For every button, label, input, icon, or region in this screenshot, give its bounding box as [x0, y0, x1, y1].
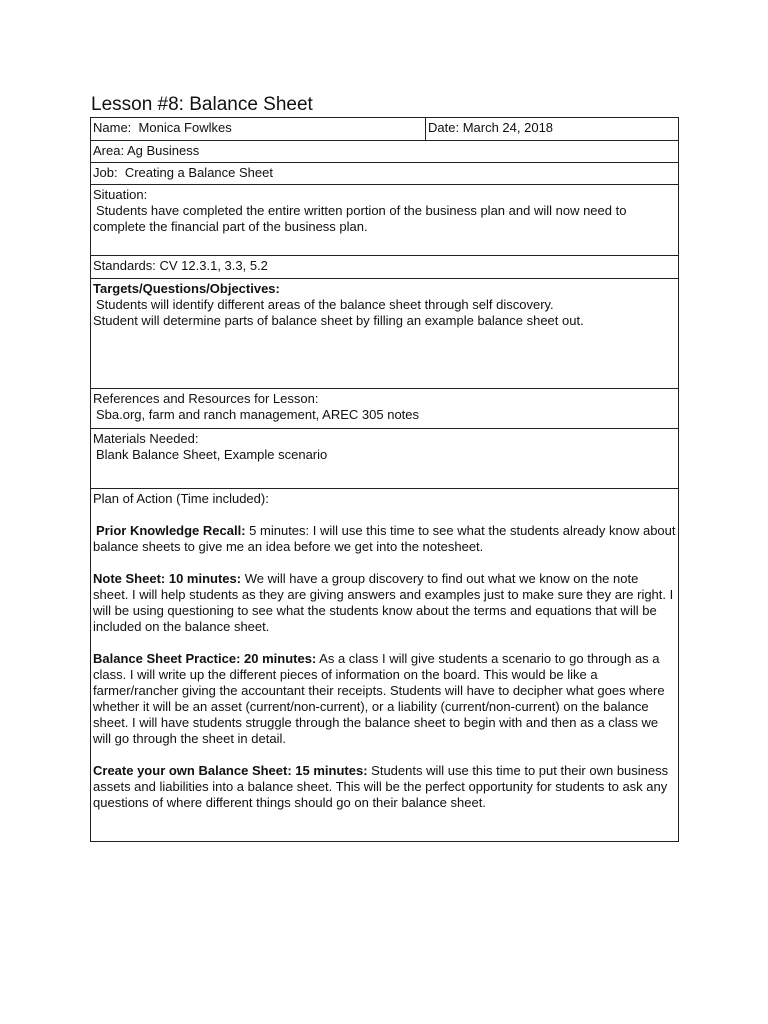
job-value: Creating a Balance Sheet	[124, 165, 273, 180]
plan-section-text: 5 minutes: I will use this time to see what the students already know about balance sheets to give me an idea before we get into the notesheet.	[93, 523, 676, 554]
plan-section-text: We will have a group discovery to find out what we know on the note sheet. I will help students as they are giving answers and examples just to make sure they are right. I will be using questioning to see what the students know about the terms and equations that will be included on the balance sheet.	[93, 571, 674, 634]
plan-section-heading: Prior Knowledge Recall:	[96, 523, 246, 538]
job-cell	[91, 163, 679, 185]
standards-cell	[91, 256, 679, 279]
lesson-plan-table	[90, 117, 679, 842]
plan-section-note-sheet	[93, 571, 676, 635]
materials-label: Materials Needed:	[93, 431, 199, 446]
materials-text: Blank Balance Sheet, Example scenario	[96, 447, 328, 462]
job-label: Job:	[93, 165, 118, 180]
targets-line-1: Students will identify different areas of the balance sheet through self discovery.	[96, 297, 554, 312]
name-label: Name:	[93, 120, 132, 135]
plan-label: Plan of Action (Time included):	[93, 491, 269, 506]
plan-section-text: As a class I will give students a scenario to go through as a class. I will write up the different pieces of information on the board. This would be like a farmer/rancher giving the accountant their receipts. Students will have to decipher what goes where whether it will be an asset (current/non-current), or a liability (current/non-current) on the balance sheet. I will have students struggle through the balance sheet to begin with and then as a class we will go through the sheet in detail.	[93, 651, 665, 746]
plan-section-prior-knowledge	[93, 523, 676, 555]
standards-row	[91, 256, 679, 279]
plan-section-heading: Note Sheet: 10 minutes:	[93, 571, 242, 586]
area-row	[91, 141, 679, 163]
plan-section-balance-sheet-practice	[93, 651, 676, 747]
name-value: Monica Fowlkes	[138, 120, 232, 135]
materials-row	[91, 429, 679, 489]
targets-row	[91, 279, 679, 389]
standards-value: CV 12.3.1, 3.3, 5.2	[159, 258, 268, 273]
plan-section-text: Students will use this time to put their own business assets and liabilities into a balance sheet. This will be the perfect opportunity for students to ask any questions of where different things should go on their balance sheet.	[93, 763, 669, 810]
situation-cell	[91, 185, 679, 256]
job-row	[91, 163, 679, 185]
area-value: Ag Business	[126, 143, 200, 158]
date-value: March 24, 2018	[462, 120, 554, 135]
plan-row	[91, 489, 679, 842]
standards-label: Standards:	[93, 258, 156, 273]
references-text: Sba.org, farm and ranch management, AREC 305 notes	[96, 407, 420, 422]
plan-cell	[91, 489, 679, 842]
situation-label: Situation:	[93, 187, 148, 202]
date-label: Date:	[428, 120, 460, 135]
date-cell	[426, 118, 679, 141]
targets-line-2: Student will determine parts of balance sheet by filling an example balance sheet out.	[93, 313, 584, 328]
plan-section-heading: Create your own Balance Sheet: 15 minutes:	[93, 763, 368, 778]
name-row	[91, 118, 679, 141]
situation-text: Students have completed the entire written portion of the business plan and will now need to complete the financial part of the business plan.	[93, 203, 627, 234]
plan-section-heading: Balance Sheet Practice: 20 minutes:	[93, 651, 317, 666]
name-cell	[91, 118, 426, 141]
materials-cell	[91, 429, 679, 489]
references-cell	[91, 389, 679, 429]
references-row	[91, 389, 679, 429]
references-label: References and Resources for Lesson:	[93, 391, 319, 406]
page-title: Lesson #8: Balance Sheet	[91, 94, 313, 115]
area-cell	[91, 141, 679, 163]
targets-label: Targets/Questions/Objectives:	[93, 281, 280, 296]
targets-cell	[91, 279, 679, 389]
situation-row	[91, 185, 679, 256]
plan-section-create-own	[93, 763, 676, 811]
area-label: Area:	[93, 143, 125, 158]
